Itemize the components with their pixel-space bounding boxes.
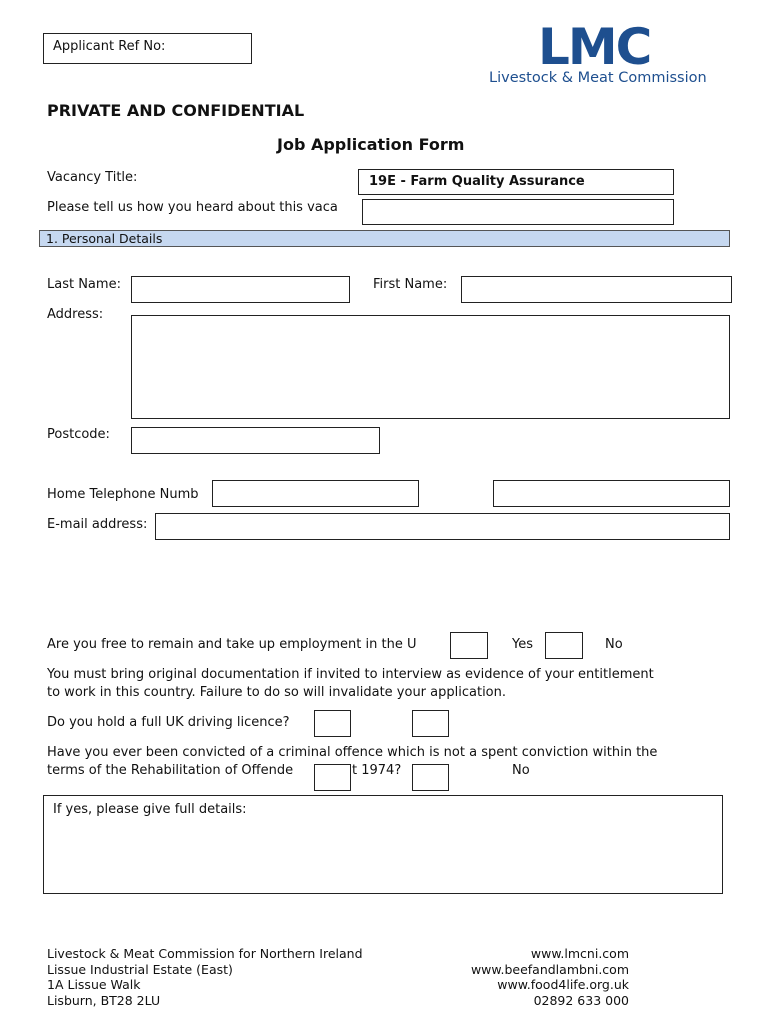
email-field[interactable] [155,513,730,540]
conviction-question-line1: Have you ever been convicted of a criminal offence which is not a spent conviction within the [47,745,658,760]
employment-no-checkbox[interactable] [545,632,583,659]
footer-phone: 02892 633 000 [533,992,629,1008]
footer-web-beefandlamb: www.beefandlambni.com [470,961,629,977]
second-telephone-field[interactable] [493,480,730,507]
licence-question: Do you hold a full UK driving licence? [47,715,290,730]
footer-org-name: Livestock & Meat Commission for Northern Ireland [47,946,363,961]
applicant-ref-box[interactable] [43,33,252,64]
conviction-no-checkbox[interactable] [412,764,449,791]
footer-estate: Lissue Industrial Estate (East) [47,961,233,977]
employment-yes-checkbox[interactable] [450,632,488,659]
documentation-note-line1: You must bring original documentation if invited to interview as evidence of your entitlement [47,667,654,682]
confidential-heading: PRIVATE AND CONFIDENTIAL [47,101,305,120]
employment-question: Are you free to remain and take up employment in the U [47,637,417,652]
home-telephone-label: Home Telephone Numb [47,487,199,502]
logo-text: LMC [538,18,651,76]
conviction-question-line2-tail: t 1974? [352,763,402,778]
conviction-no-label: No [512,763,530,778]
footer-town: Lisburn, BT28 2LU [47,992,161,1008]
vacancy-title-value: 19E - Farm Quality Assurance [369,174,585,189]
applicant-ref-label: Applicant Ref No: [53,39,166,54]
postcode-label: Postcode: [47,427,110,442]
first-name-label: First Name: [373,277,448,292]
licence-yes-checkbox[interactable] [314,710,351,737]
heard-about-label: Please tell us how you heard about this vaca [47,200,338,215]
employment-no-label: No [605,637,623,652]
postcode-field[interactable] [131,427,380,454]
email-label: E-mail address: [47,517,148,532]
conviction-yes-checkbox[interactable] [314,764,351,791]
address-field[interactable] [131,315,730,419]
first-name-field[interactable] [461,276,732,303]
personal-details-section-header: 1. Personal Details [39,230,730,247]
conviction-details-label: If yes, please give full details: [53,802,247,817]
last-name-field[interactable] [131,276,350,303]
footer-web-food4life: www.food4life.org.uk [497,977,629,992]
footer-web-lmcni: www.lmcni.com [530,946,629,961]
footer-street: 1A Lissue Walk [47,977,141,992]
form-title: Job Application Form [277,135,465,154]
vacancy-label: Vacancy Title: [47,170,138,185]
licence-no-checkbox[interactable] [412,710,449,737]
conviction-question-line2: terms of the Rehabilitation of Offende [47,763,294,778]
footer-contacts [471,946,629,1008]
heard-about-field[interactable] [362,199,674,225]
address-label: Address: [47,307,104,322]
last-name-label: Last Name: [47,277,121,292]
employment-yes-label: Yes [512,637,533,652]
conviction-details-field[interactable] [43,795,723,894]
logo-subtitle: Livestock & Meat Commission [489,70,707,86]
home-telephone-field[interactable] [212,480,419,507]
documentation-note-line2: to work in this country. Failure to do so will invalidate your application. [47,685,507,700]
vacancy-title-field[interactable] [358,169,674,195]
footer-address [47,946,363,1008]
